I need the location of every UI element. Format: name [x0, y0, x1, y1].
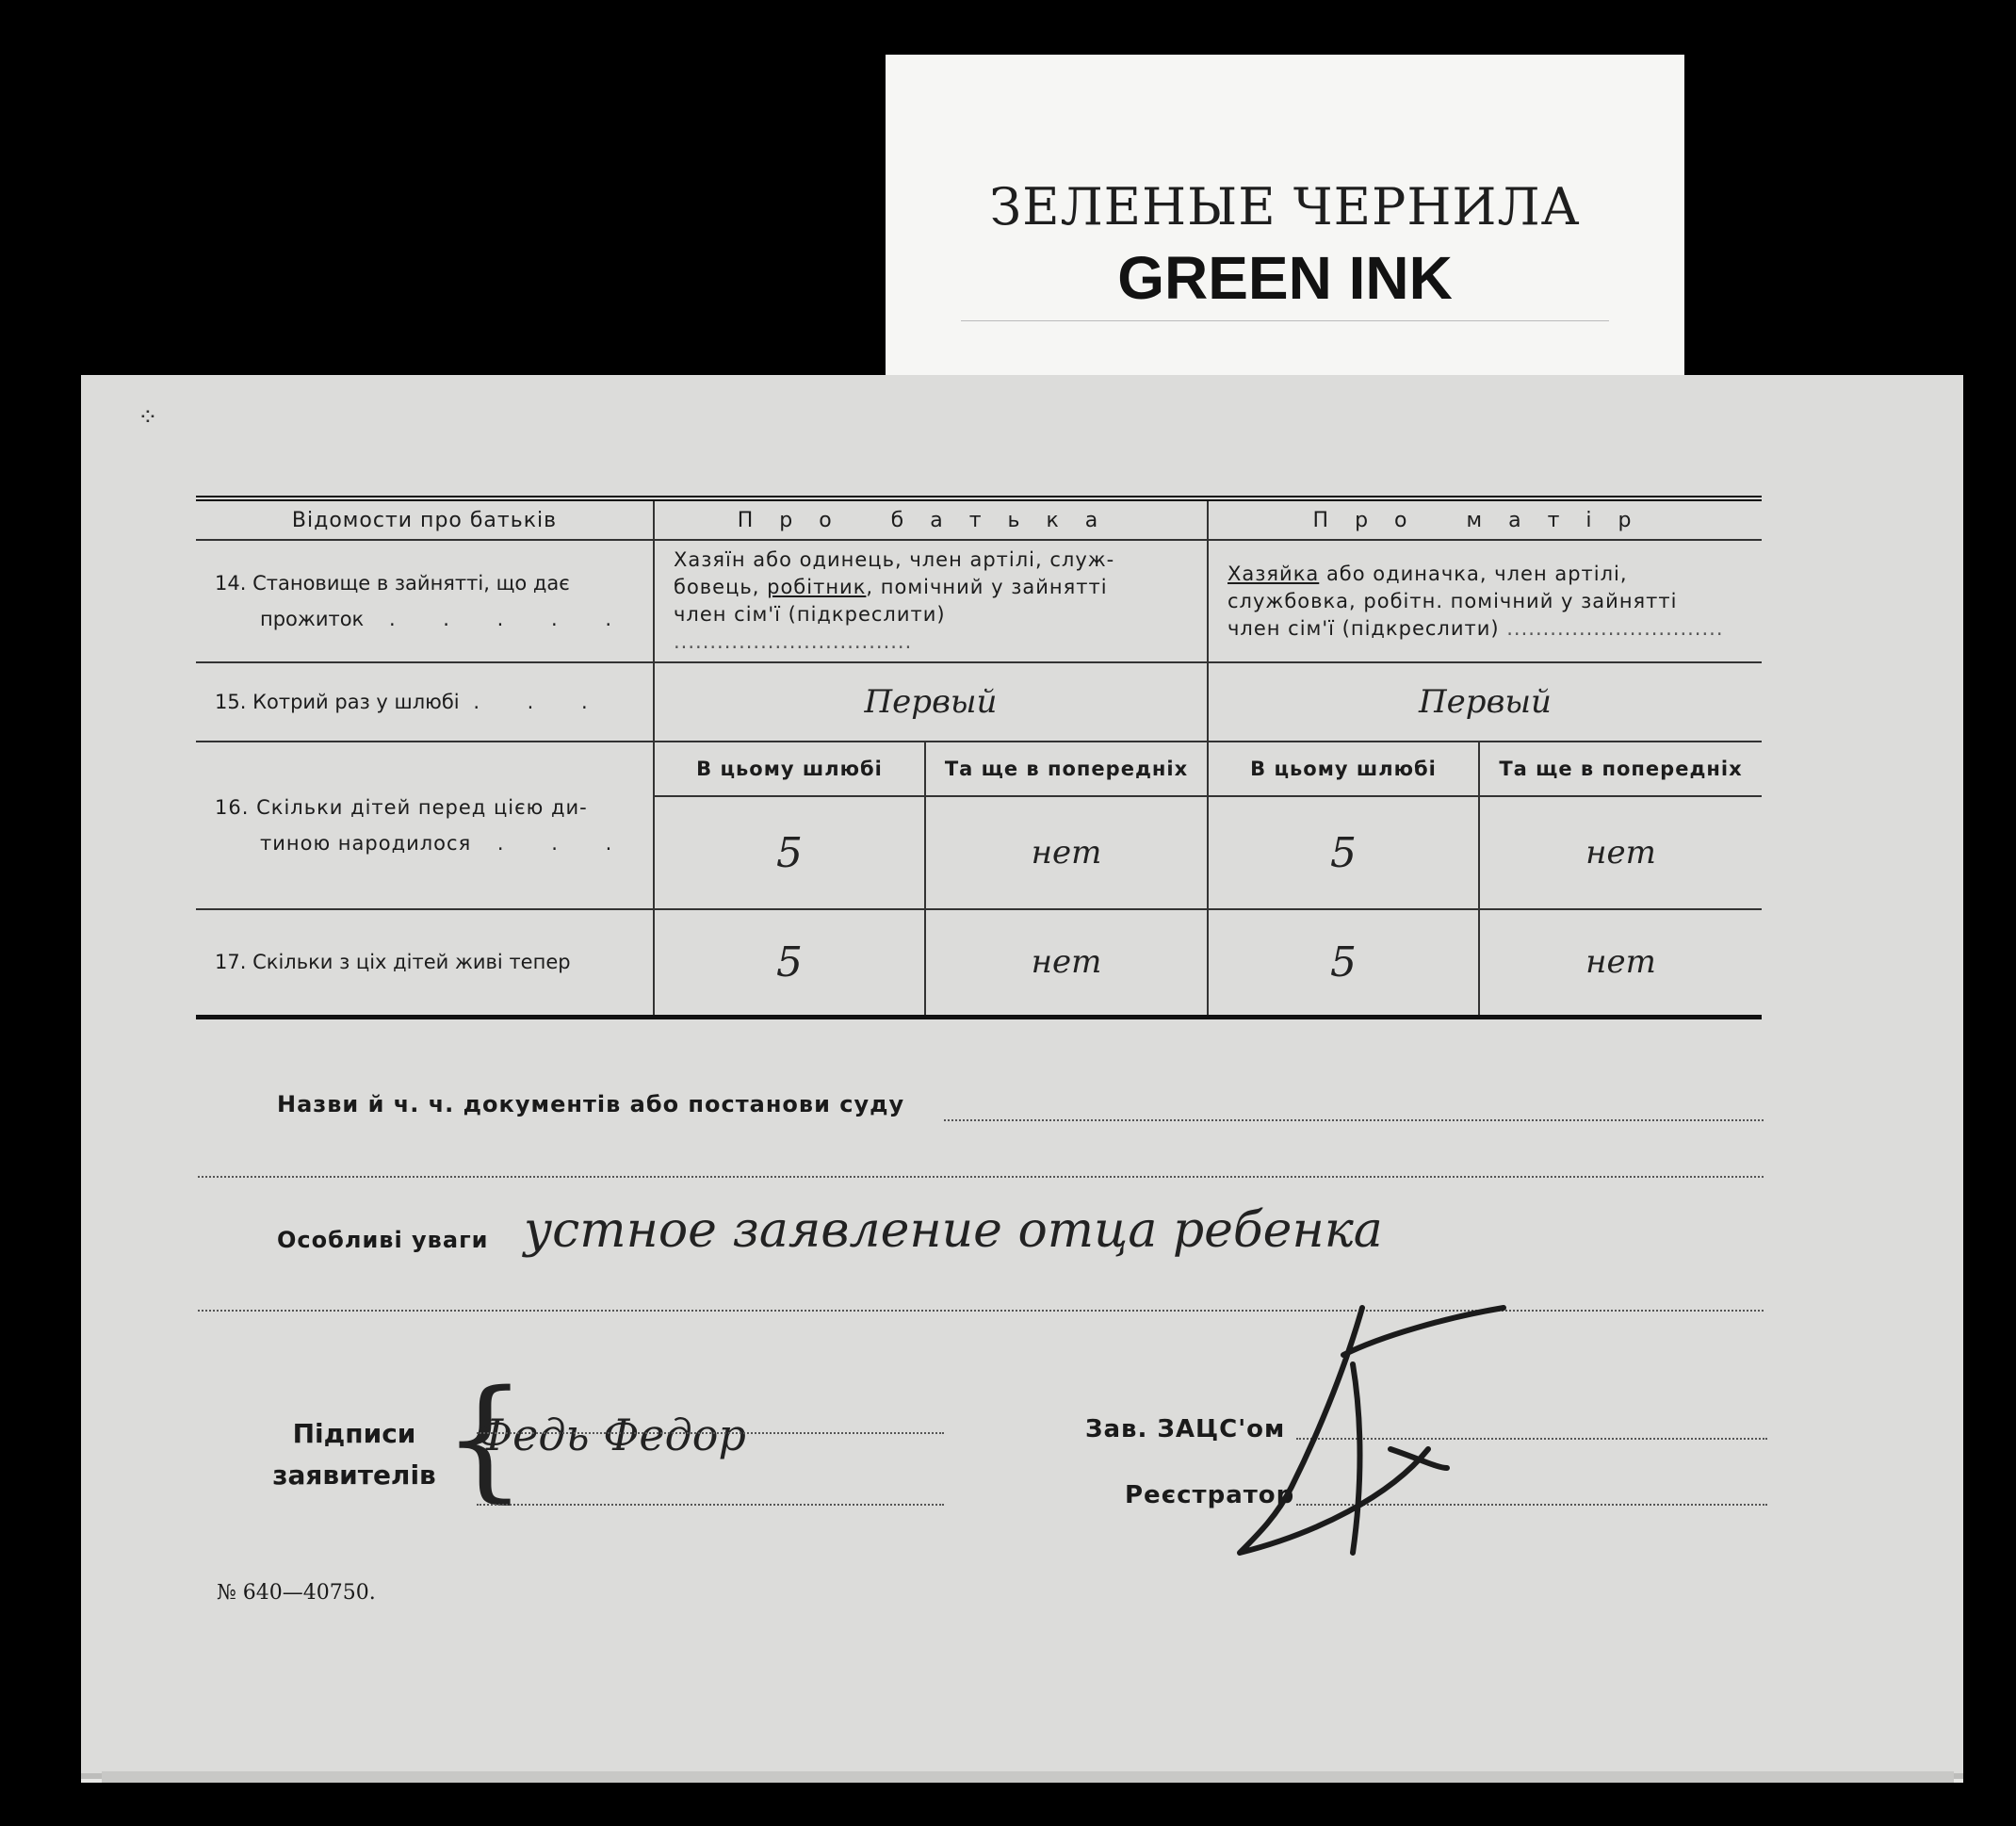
notes-label: Особливі уваги — [277, 1227, 489, 1253]
row-q15 — [196, 662, 1762, 742]
q15-label: 15. Котрий раз у шлюбі . . . — [196, 662, 654, 742]
label-dashed-line — [961, 320, 1609, 321]
row-subheaders — [196, 742, 1762, 796]
header-parents-info: Відомости про батьків — [196, 498, 654, 540]
form-sheet — [81, 375, 1963, 1773]
row-q14 — [196, 540, 1762, 662]
q14-mother-underlined: Хазяйка — [1227, 562, 1320, 585]
official-signature-icon — [1202, 1280, 1560, 1590]
registrar-label: Реєстратор — [1125, 1481, 1295, 1509]
documents-label: Назви й ч. ч. документів або постанови суду — [277, 1091, 905, 1117]
q17-father-prev: нет — [925, 909, 1208, 1017]
q14-mother: Хазяйка або одиначка, член артілі, службовка, робітн. помічний у зайнятті член сім'ї (підкреслити) .............................. — [1208, 540, 1762, 662]
subheader-mother-prev: Та ще в попередніх — [1479, 742, 1762, 796]
q16-father-prev: нет — [925, 796, 1208, 909]
sheet-bottom-edge — [102, 1771, 1954, 1783]
subheader-father-prev: Та ще в попередніх — [925, 742, 1208, 796]
q15-mother-value: Первый — [1208, 662, 1762, 742]
parents-table — [196, 496, 1762, 1019]
q17-mother-this: 5 — [1208, 909, 1479, 1017]
applicant-sign-line-1 — [477, 1432, 944, 1434]
subheader-mother-this: В цьому шлюбі — [1208, 742, 1479, 796]
label-english: GREEN INK — [1117, 244, 1453, 312]
head-zags-label: Зав. ЗАЦС'ом — [1085, 1415, 1286, 1443]
q14-father-underlined: робітник — [767, 576, 867, 598]
corner-mark-icon: ⁘ — [138, 403, 158, 432]
row-q17 — [196, 909, 1762, 1017]
q14-label: 14. Становище в зайнятті, що дає прожиток . . . . . — [196, 540, 654, 662]
q16-father-this: 5 — [654, 796, 925, 909]
table-header-row — [196, 498, 1762, 540]
signatures-label: Підписи заявителів — [272, 1418, 436, 1491]
q16-mother-this: 5 — [1208, 796, 1479, 909]
ink-label-card — [886, 55, 1684, 375]
applicant-sign-line-2 — [477, 1504, 944, 1506]
documents-fill-line-2 — [198, 1176, 1764, 1178]
q15-father-value: Первый — [654, 662, 1208, 742]
q17-father-this: 5 — [654, 909, 925, 1017]
q14-father: Хазяїн або одинець, член артілі, служ- бовець, робітник, помічний у зайнятті член сім'ї (підкреслити) ................................. — [654, 540, 1208, 662]
label-russian: ЗЕЛЕНЫЕ ЧЕРНИЛА — [989, 177, 1581, 236]
header-father: Про батька — [654, 498, 1208, 540]
brace-icon: { — [443, 1362, 528, 1516]
q17-mother-prev: нет — [1479, 909, 1762, 1017]
subheader-father-this: В цьому шлюбі — [654, 742, 925, 796]
applicant-signature: Федь Федор — [477, 1410, 746, 1460]
documents-fill-line — [944, 1119, 1764, 1121]
q17-label: 17. Скільки з ціх дітей живі тепер — [196, 909, 654, 1017]
notes-handwritten: устное заявление отца ребенка — [524, 1202, 1383, 1259]
form-number: № 640—40750. — [217, 1581, 376, 1605]
q16-label: 16. Скільки дітей перед цією ди- тиною народилося . . . — [196, 742, 654, 909]
q16-mother-prev: нет — [1479, 796, 1762, 909]
header-mother: Про матір — [1208, 498, 1762, 540]
